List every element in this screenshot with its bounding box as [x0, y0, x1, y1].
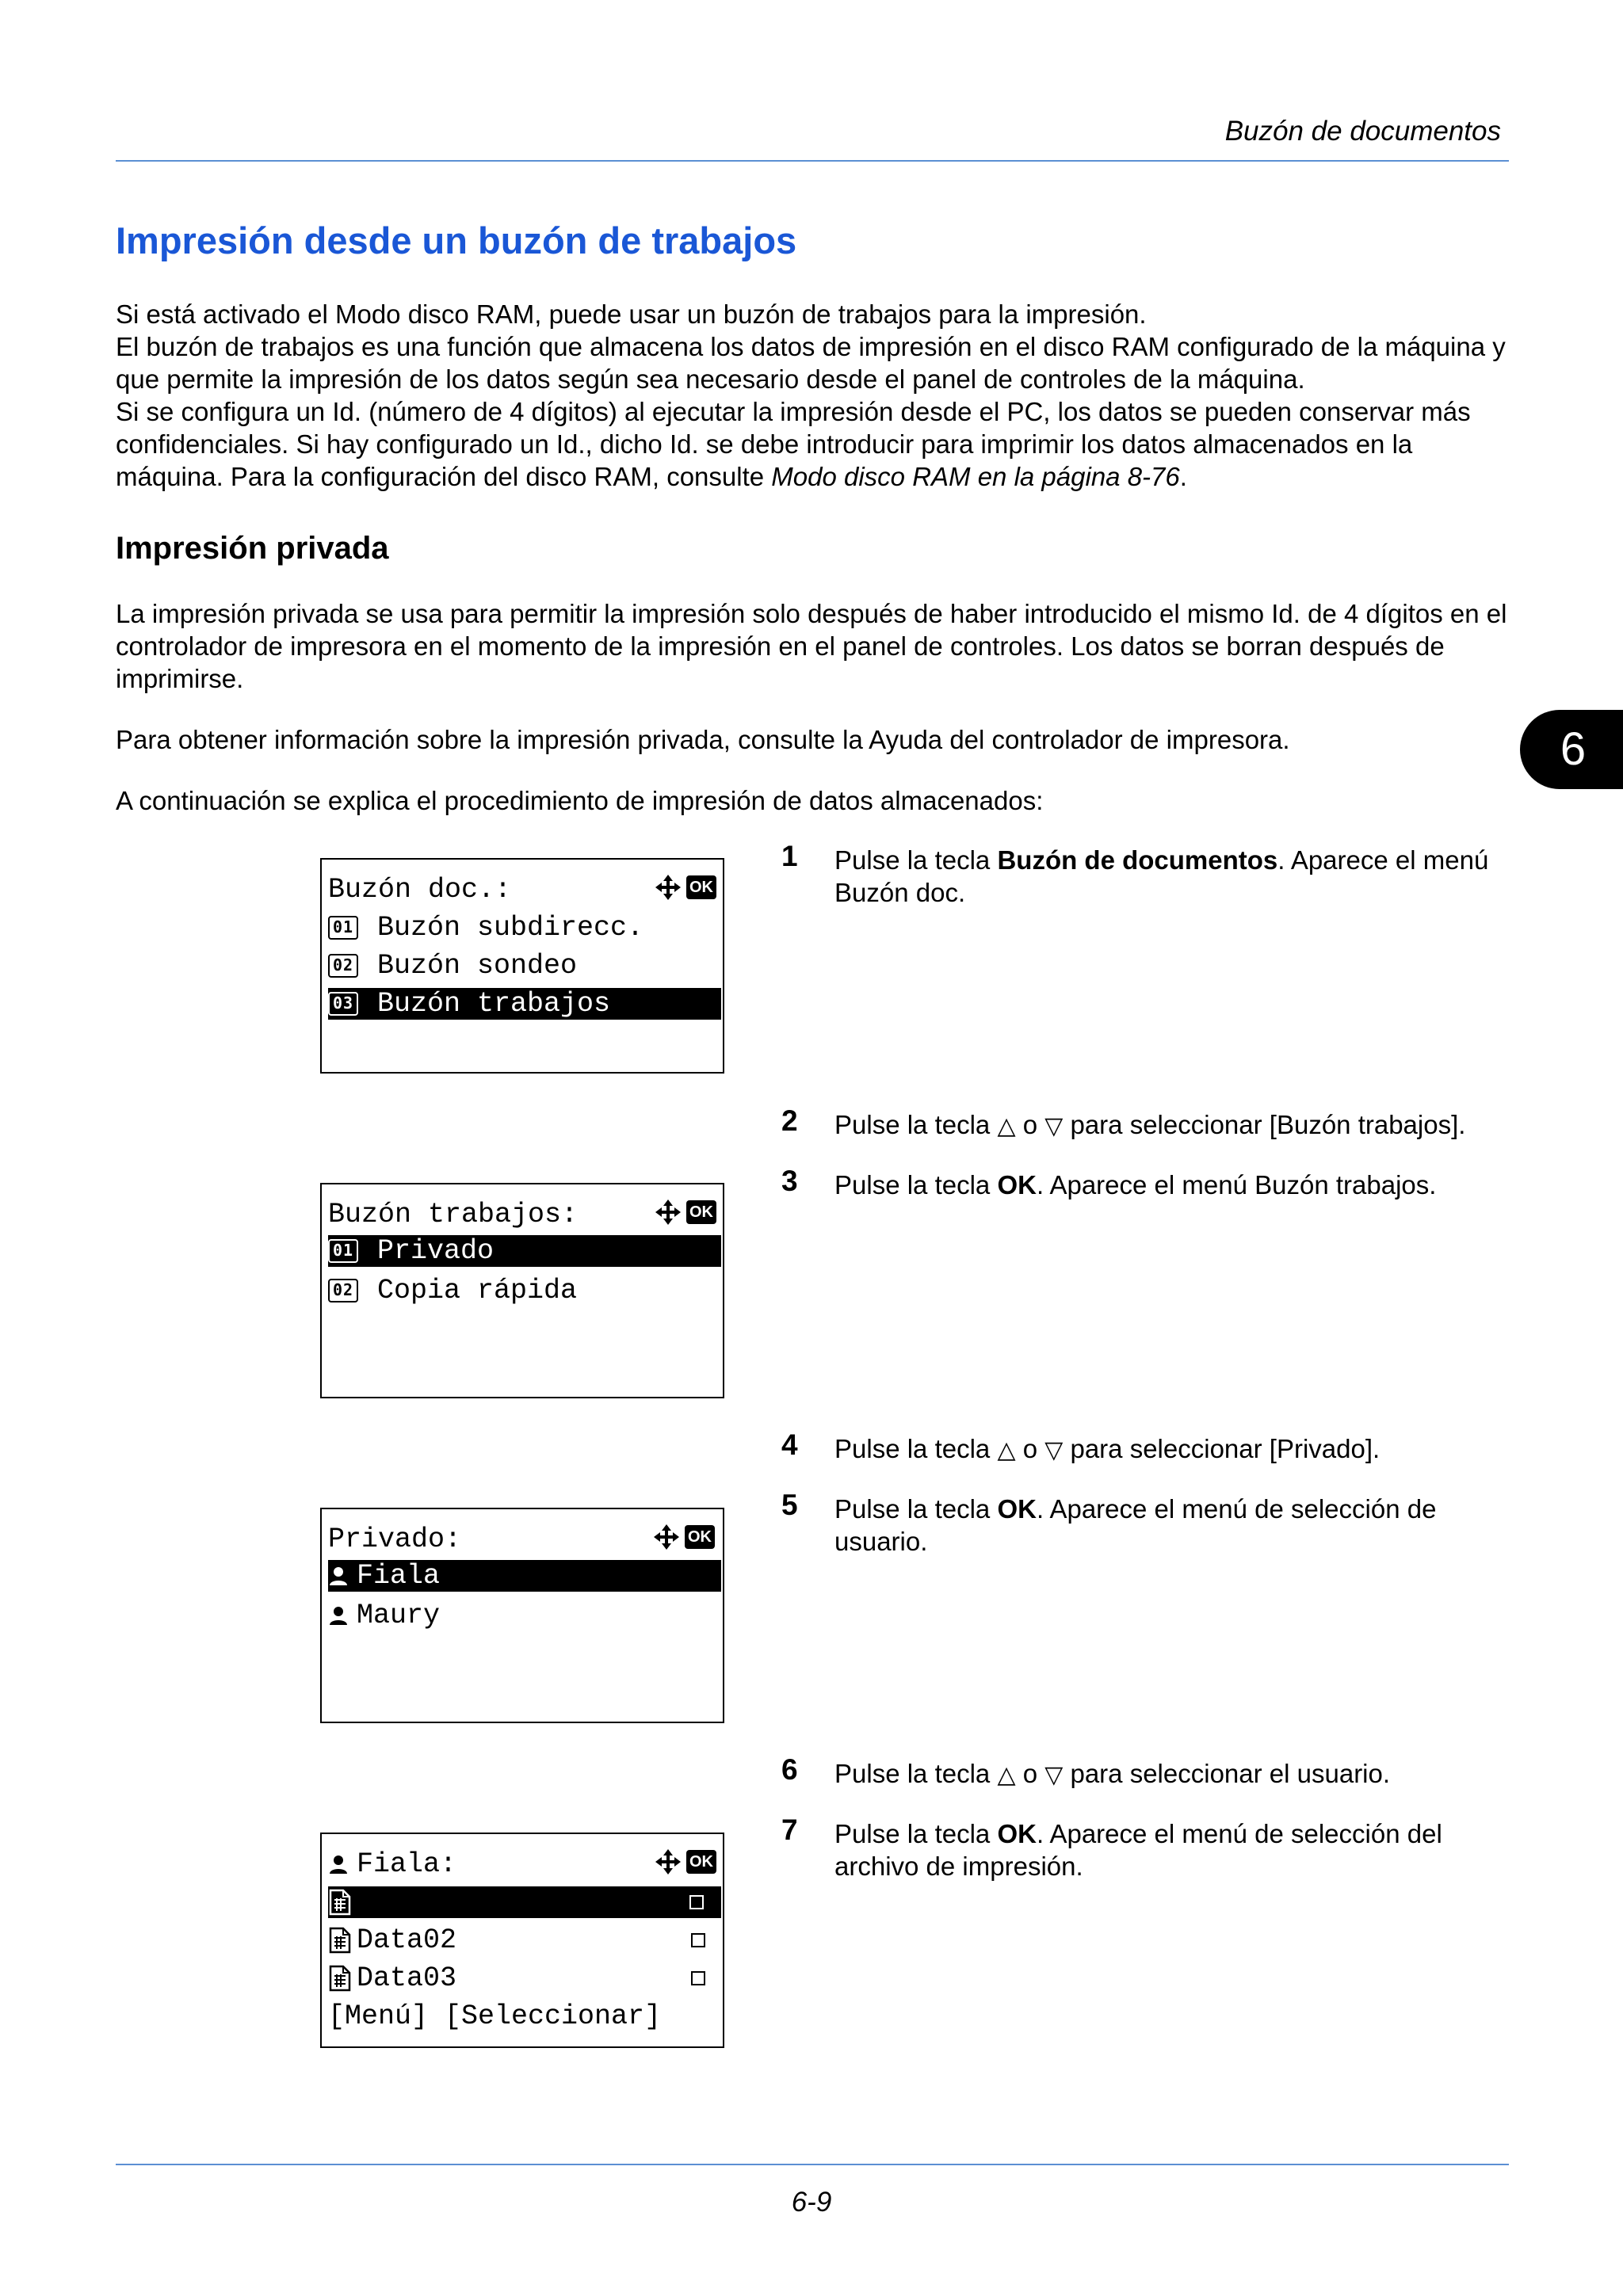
step-text: Pulse la tecla OK. Aparece el menú de selección del archivo de impresión. [834, 1819, 1442, 1881]
header-rule [116, 160, 1509, 162]
page-title: Impresión desde un buzón de trabajos [116, 219, 797, 261]
lcd-title: Buzón trabajos: [328, 1199, 579, 1230]
lcd-item-label: Data02 [357, 1924, 457, 1956]
up-arrow-icon: △ [997, 1437, 1016, 1463]
lcd-item-label: Fiala [357, 1560, 441, 1592]
arrow-cross-icon [655, 1848, 682, 1875]
lcd-item-label: Buzón subdirecc. [377, 912, 644, 944]
lcd-screen-document-box [320, 858, 724, 1074]
lcd-nav-indicator [655, 1848, 716, 1875]
lcd-nav-indicator [653, 1524, 715, 1550]
user-icon [328, 1604, 349, 1627]
step-text: Pulse la tecla △ o ▽ para seleccionar el usuario. [834, 1759, 1391, 1788]
ok-key-icon: OK [686, 1200, 716, 1224]
step-text: Pulse la tecla Buzón de documentos. Aparece el menú Buzón doc. [834, 845, 1489, 907]
lcd-item-selected[interactable] [328, 988, 721, 1020]
ok-key-icon: OK [686, 1850, 716, 1874]
ram-disk-reference-link[interactable]: Modo disco RAM en la página 8-76 [771, 462, 1180, 491]
section-title: Impresión privada [116, 531, 389, 566]
running-header: Buzón de documentos [1224, 116, 1501, 147]
lcd-nav-indicator [655, 1199, 716, 1226]
step-number: 2 [781, 1104, 798, 1137]
lcd-screen-job-box [320, 1183, 724, 1398]
page-number: 6-9 [791, 2187, 832, 2218]
section-para-1: La impresión privada se usa para permitir la impresión solo después de haber introducido el mismo Id. de 4 dígitos en el controlador de impresora en el momento de la impresión en el panel de controles. Los datos se borran después de imprimirse. [116, 599, 1507, 693]
arrow-cross-icon [655, 874, 682, 901]
section-para-2: Para obtener información sobre la impresión privada, consulte la Ayuda del controlador de impresora. [116, 725, 1290, 754]
lcd-title: Fiala: [357, 1848, 457, 1880]
softkey-labels: [Menú] [Seleccionar] [328, 2000, 662, 2032]
lcd-item[interactable] [328, 1924, 723, 1956]
arrow-cross-icon [653, 1524, 680, 1550]
lcd-title: Privado: [328, 1524, 462, 1555]
lcd-softkeys[interactable] [328, 2000, 723, 2032]
lcd-item-label: Buzón sondeo [377, 950, 578, 982]
intro-line-3: Si se configura un Id. (número de 4 dígitos) al ejecutar la impresión desde el PC, los datos se pueden conservar más confidenciales. Si hay configurado un Id., dicho Id. se debe introducir para imprimir los datos almacenados en la máquina. Para la configuración del disco RAM, consulte Modo disco RAM en la página 8-76. [116, 397, 1471, 491]
step-number: 7 [781, 1814, 798, 1846]
lcd-item[interactable] [328, 912, 723, 944]
lcd-item-label: Privado [377, 1235, 495, 1267]
number-03-icon: 03 [328, 992, 358, 1016]
up-arrow-icon: △ [997, 1113, 1016, 1139]
checkbox-icon[interactable] [689, 1895, 704, 1909]
step-number: 5 [781, 1489, 798, 1521]
down-arrow-icon: ▽ [1044, 1113, 1064, 1139]
step-text: Pulse la tecla OK. Aparece el menú de selección de usuario. [834, 1494, 1437, 1556]
step-number: 3 [781, 1165, 798, 1197]
lcd-item[interactable] [328, 1600, 723, 1631]
lcd-nav-indicator [655, 874, 716, 901]
ok-key-icon: OK [686, 875, 716, 899]
document-icon [328, 1889, 352, 1916]
down-arrow-icon: ▽ [1044, 1437, 1064, 1463]
lcd-screen-private [320, 1508, 724, 1723]
intro-line-2: El buzón de trabajos es una función que almacena los datos de impresión en el disco RAM configurado de la máquina y que permite la impresión de los datos según sea necesario desde el panel de controles de la máquina. [116, 332, 1506, 394]
lcd-item-label: Data03 [357, 1962, 457, 1994]
lcd-screen-user-files [320, 1833, 724, 2048]
lcd-item[interactable] [328, 950, 723, 982]
lcd-item-label: Maury [357, 1600, 441, 1631]
up-arrow-icon: △ [997, 1762, 1016, 1788]
document-icon [328, 1965, 352, 1992]
step-number: 1 [781, 840, 798, 872]
lcd-item-selected[interactable] [328, 1235, 721, 1267]
user-icon [328, 1565, 349, 1587]
step-number: 6 [781, 1753, 798, 1786]
arrow-cross-icon [655, 1199, 682, 1226]
chapter-tab: 6 [1520, 710, 1623, 789]
lcd-title: Buzón doc.: [328, 874, 512, 906]
number-01-icon: 01 [328, 1239, 358, 1263]
intro-line-1: Si está activado el Modo disco RAM, puede usar un buzón de trabajos para la impresión. [116, 299, 1147, 329]
lcd-item-selected[interactable] [328, 1886, 721, 1918]
lcd-item-label: Buzón trabajos [377, 988, 611, 1020]
number-01-icon: 01 [328, 916, 358, 940]
document-icon [328, 1927, 352, 1954]
step-number: 4 [781, 1428, 798, 1461]
checkbox-icon[interactable] [691, 1971, 705, 1985]
checkbox-icon[interactable] [691, 1933, 705, 1947]
footer-rule [116, 2164, 1509, 2165]
section-para-3: A continuación se explica el procedimiento de impresión de datos almacenados: [116, 786, 1044, 815]
number-02-icon: 02 [328, 954, 358, 978]
user-icon [328, 1853, 349, 1875]
number-02-icon: 02 [328, 1279, 358, 1302]
lcd-item-selected[interactable] [328, 1560, 721, 1592]
ok-key-icon: OK [685, 1525, 715, 1549]
step-text: Pulse la tecla OK. Aparece el menú Buzón trabajos. [834, 1170, 1437, 1199]
intro-text [116, 298, 1510, 493]
lcd-item[interactable] [328, 1962, 723, 1994]
lcd-item[interactable] [328, 1275, 723, 1306]
down-arrow-icon: ▽ [1044, 1762, 1064, 1788]
step-text: Pulse la tecla △ o ▽ para seleccionar [Buzón trabajos]. [834, 1110, 1466, 1139]
step-text: Pulse la tecla △ o ▽ para seleccionar [Privado]. [834, 1434, 1381, 1463]
lcd-item-label: Copia rápida [377, 1275, 578, 1306]
